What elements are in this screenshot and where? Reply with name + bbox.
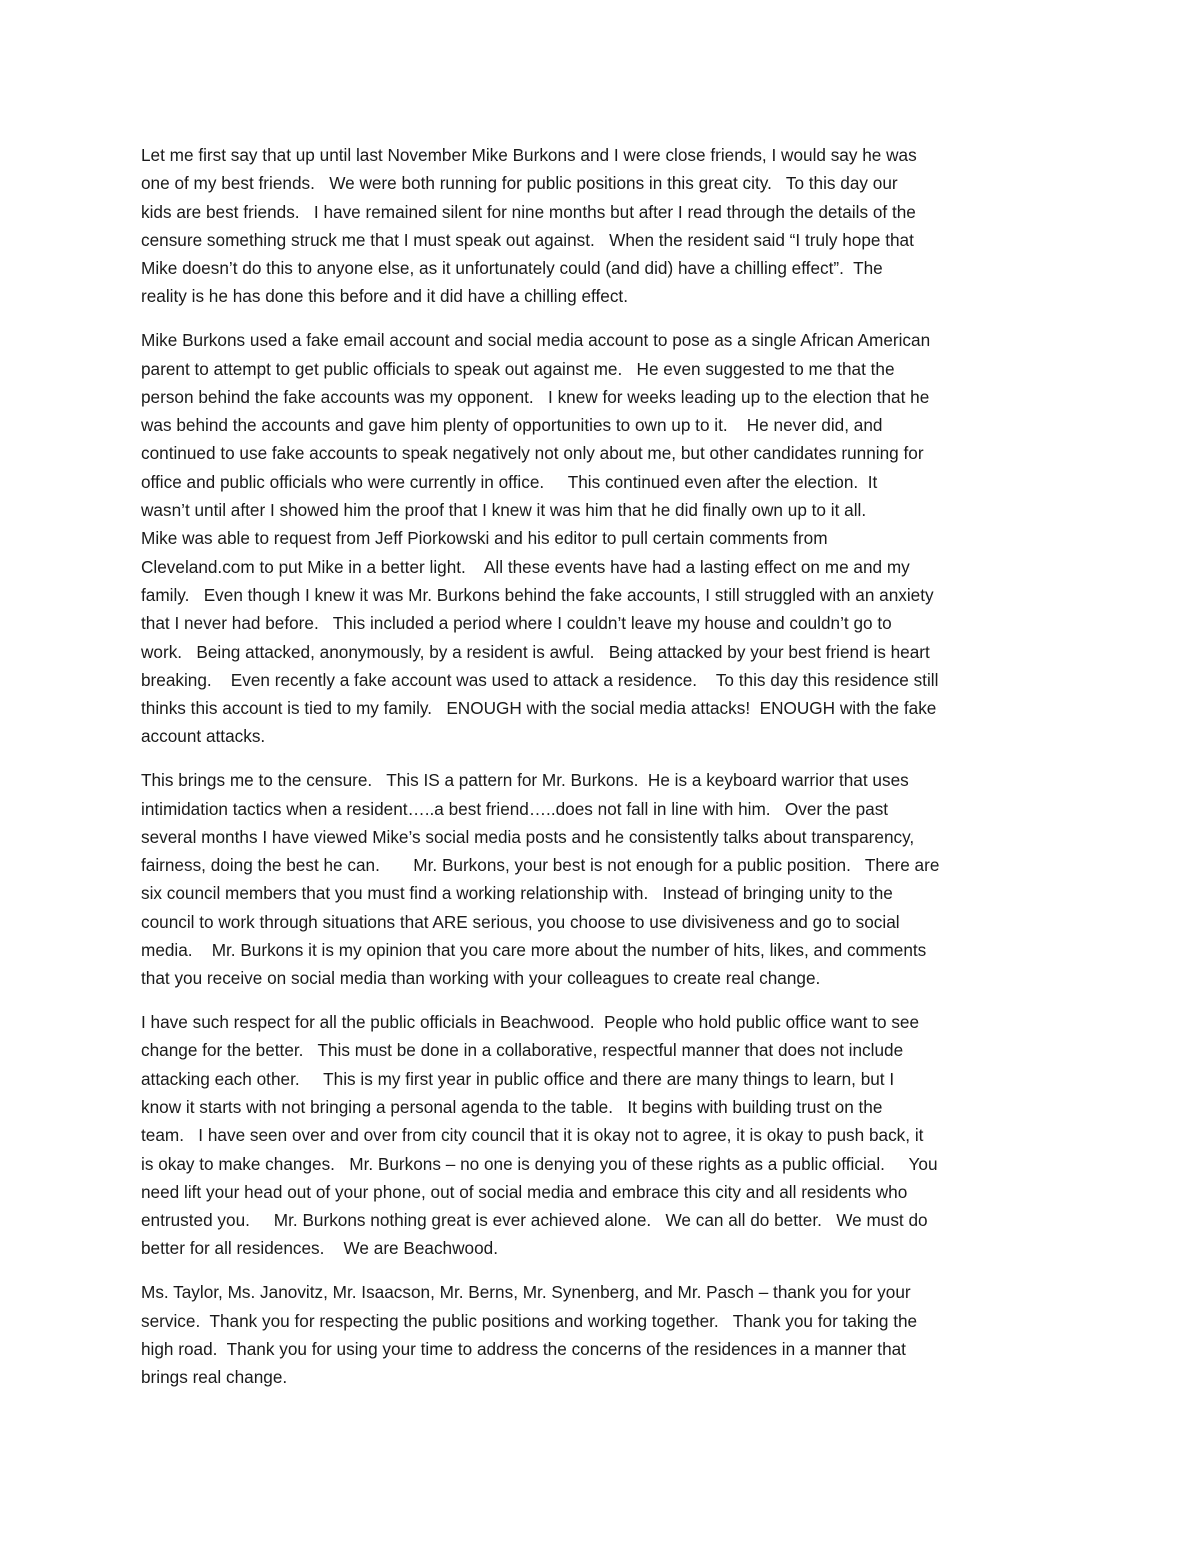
text-line: team. I have seen over and over from city council that it is okay not to agree, it is okay to push back, it [141, 1125, 924, 1146]
text-line: six council members that you must find a working relationship with. Instead of bringing unity to the [141, 883, 893, 904]
text-line: account attacks. [141, 726, 266, 747]
text-line: better for all residences. We are Beachwood. [141, 1238, 498, 1259]
text-line: council to work through situations that ARE serious, you choose to use divisiveness and go to social [141, 911, 900, 932]
text-line: Ms. Taylor, Ms. Janovitz, Mr. Isaacson, Mr. Berns, Mr. Synenberg, and Mr. Pasch – thank you for your [141, 1282, 911, 1303]
text-line: Let me first say that up until last November Mike Burkons and I were close friends, I would say he was [141, 145, 917, 165]
text-line: was behind the accounts and gave him plenty of opportunities to own up to it. He never did, and [141, 415, 883, 436]
text-line: attacking each other. This is my first year in public office and there are many things to learn, but I [141, 1068, 895, 1089]
text-line: media. Mr. Burkons it is my opinion that you care more about the number of hits, likes, and comments [141, 940, 927, 961]
text-line: This brings me to the censure. This IS a pattern for Mr. Burkons. He is a keyboard warrior that uses [141, 770, 909, 791]
text-line: that I never had before. This included a period where I couldn’t leave my house and couldn’t go to [141, 613, 892, 634]
text-line: continued to use fake accounts to speak negatively not only about me, but other candidates running for [141, 443, 924, 464]
text-line: wasn’t until after I showed him the proof that I knew it was him that he did finally own up to it all. [141, 500, 867, 521]
text-line: Mike doesn’t do this to anyone else, as it unfortunately could (and did) have a chilling effect”. The [141, 258, 883, 279]
paragraph-5 [141, 1278, 1066, 1391]
text-line: fairness, doing the best he can. Mr. Burkons, your best is not enough for a public position. There are [141, 855, 940, 876]
paragraph-4 [141, 1008, 1066, 1263]
text-line: high road. Thank you for using your time to address the concerns of the residences in a manner that [141, 1338, 906, 1359]
text-line: know it starts with not bringing a personal agenda to the table. It begins with building trust on the [141, 1097, 883, 1117]
text-line: that you receive on social media than working with your colleagues to create real change. [141, 968, 821, 989]
text-line: reality is he has done this before and it did have a chilling effect. [141, 286, 628, 307]
text-line: intimidation tactics when a resident…..a best friend…..does not fall in line with him. Over the past [141, 798, 889, 819]
text-line: person behind the fake accounts was my opponent. I knew for weeks leading up to the election that he [141, 386, 930, 407]
text-line: entrusted you. Mr. Burkons nothing great is ever achieved alone. We can all do better. We must do [141, 1210, 928, 1231]
text-line: censure something struck me that I must speak out against. When the resident said “I truly hope that [141, 229, 914, 250]
text-line: change for the better. This must be done in a collaborative, respectful manner that does not include [141, 1040, 904, 1061]
paragraph-1 [141, 141, 1066, 311]
text-line: I have such respect for all the public officials in Beachwood. People who hold public office want to see [141, 1012, 920, 1033]
paragraph-3 [141, 766, 1066, 992]
text-line: thinks this account is tied to my family. ENOUGH with the social media attacks! ENOUGH with the fake [141, 698, 937, 719]
text-line: several months I have viewed Mike’s social media posts and he consistently talks about transparency, [141, 826, 915, 847]
text-line: kids are best friends. I have remained silent for nine months but after I read through the details of the [141, 201, 916, 222]
text-line: is okay to make changes. Mr. Burkons – no one is denying you of these rights as a public official. You [141, 1153, 938, 1174]
text-line: office and public officials who were currently in office. This continued even after the election. It [141, 471, 878, 492]
text-line: brings real change. [141, 1367, 288, 1388]
text-line: work. Being attacked, anonymously, by a resident is awful. Being attacked by your best friend is heart [141, 641, 930, 662]
text-line: family. Even though I knew it was Mr. Burkons behind the fake accounts, I still struggled with an anxiety [141, 584, 934, 605]
text-line: Mike Burkons used a fake email account and social media account to pose as a single African American [141, 330, 931, 351]
text-line: breaking. Even recently a fake account was used to attack a residence. To this day this residence still [141, 669, 939, 690]
text-line: one of my best friends. We were both running for public positions in this great city. To this day our [141, 173, 898, 194]
text-line: parent to attempt to get public officials to speak out against me. He even suggested to me that the [141, 358, 895, 379]
text-line: Mike was able to request from Jeff Piorkowski and his editor to pull certain comments from [141, 528, 828, 549]
paragraph-2 [141, 326, 1066, 750]
letter-body [141, 141, 1066, 1407]
text-line: need lift your head out of your phone, out of social media and embrace this city and all residents who [141, 1181, 908, 1202]
text-line: service. Thank you for respecting the public positions and working together. Thank you for taking the [141, 1310, 918, 1331]
text-line: Cleveland.com to put Mike in a better light. All these events have had a lasting effect on me and my [141, 556, 910, 577]
